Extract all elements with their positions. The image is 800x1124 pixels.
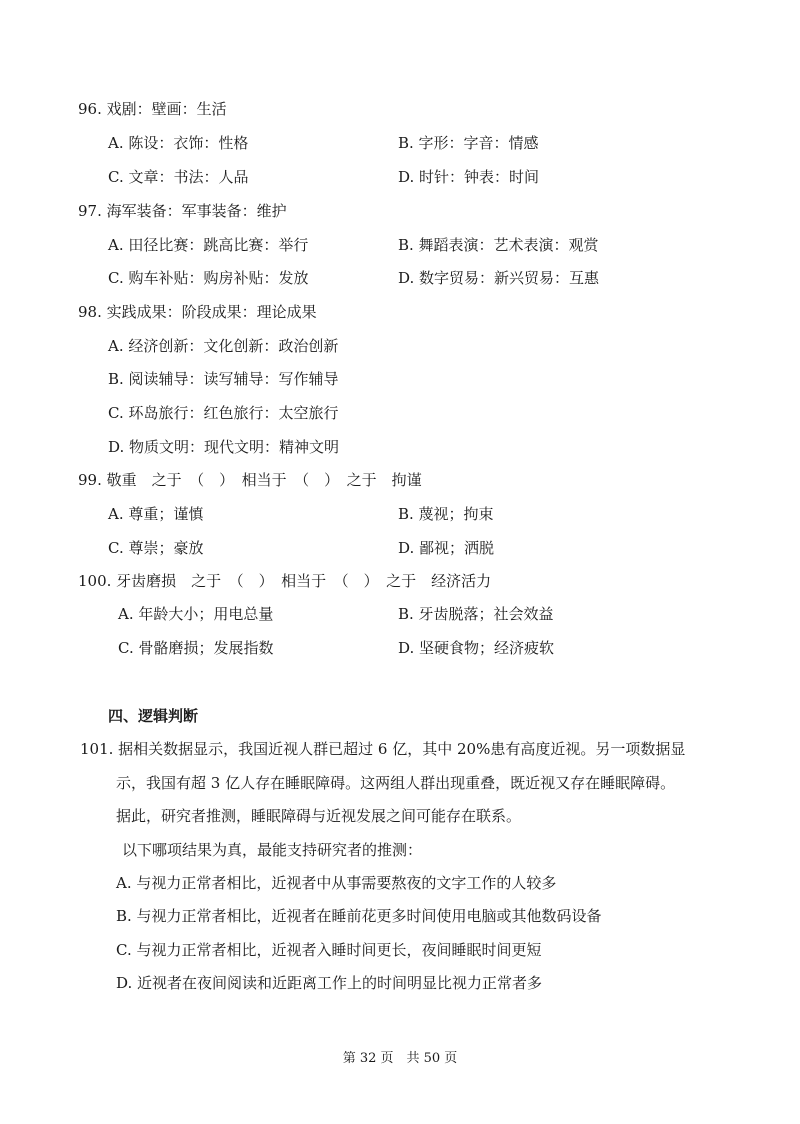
question-97-option-d: D. 数字贸易：新兴贸易：互惠 (398, 269, 600, 287)
question-98-option-d: D. 物质文明：现代文明：精神文明 (108, 438, 340, 456)
question-99-option-b: B. 蔑视；拘束 (398, 505, 494, 523)
question-100-option-b: B. 牙齿脱落；社会效益 (398, 605, 554, 623)
question-99-option-c: C. 尊崇；豪放 (108, 539, 204, 557)
question-101-option-b: B. 与视力正常者相比，近视者在睡前花更多时间使用电脑或其他数码设备 (116, 907, 602, 925)
question-101-prompt: 以下哪项结果为真，最能支持研究者的推测： (122, 841, 423, 859)
question-99-option-a: A. 尊重；谨慎 (108, 505, 204, 523)
page-number-footer: 第 32 页 共 50 页 (342, 1051, 458, 1066)
question-101-option-d: D. 近视者在夜间阅读和近距离工作上的时间明显比视力正常者多 (116, 974, 543, 992)
question-98-stem: 98. 实践成果：阶段成果：理论成果 (78, 303, 317, 321)
question-99-stem: 99. 敬重 之于 （ ） 相当于 （ ） 之于 拘谨 (78, 471, 422, 489)
section-heading: 四、逻辑判断 (108, 707, 199, 725)
question-96-option-c: C. 文章：书法：人品 (108, 168, 249, 186)
question-96-option-d: D. 时针：钟表：时间 (398, 168, 540, 186)
question-98-option-a: A. 经济创新：文化创新：政治创新 (108, 337, 339, 355)
question-100-option-c: C. 骨骼磨损；发展指数 (118, 639, 274, 657)
question-100-option-d: D. 坚硬食物；经济疲软 (398, 639, 555, 657)
question-96-option-b: B. 字形：字音：情感 (398, 134, 539, 152)
question-101-option-c: C. 与视力正常者相比，近视者入睡时间更长，夜间睡眠时间更短 (116, 941, 542, 959)
question-98-option-c: C. 环岛旅行：红色旅行：太空旅行 (108, 404, 339, 422)
question-100-stem: 100. 牙齿磨损 之于 （ ） 相当于 （ ） 之于 经济活力 (78, 572, 492, 590)
question-101-line-2: 示，我国有超 3 亿人存在睡眠障碍。这两组人群出现重叠，既近视又存在睡眠障碍。 (116, 774, 676, 792)
question-97-option-a: A. 田径比赛：跳高比赛：举行 (108, 236, 309, 254)
question-100-option-a: A. 年龄大小；用电总量 (118, 605, 274, 623)
question-99-option-d: D. 鄙视；洒脱 (398, 539, 495, 557)
question-97-stem: 97. 海军装备：军事装备：维护 (78, 202, 287, 220)
question-101-line-3: 据此，研究者推测，睡眠障碍与近视发展之间可能存在联系。 (116, 807, 522, 825)
question-97-option-b: B. 舞蹈表演：艺术表演：观赏 (398, 236, 599, 254)
question-96-option-a: A. 陈设：衣饰：性格 (108, 134, 249, 152)
question-97-option-c: C. 购车补贴：购房补贴：发放 (108, 269, 309, 287)
question-101-line-1: 101. 据相关数据显示，我国近视人群已超过 6 亿，其中 20%患有高度近视。另一项数据显 (80, 740, 686, 758)
question-96-stem: 96. 戏剧：壁画：生活 (78, 100, 227, 118)
question-98-option-b: B. 阅读辅导：读写辅导：写作辅导 (108, 370, 339, 388)
question-101-option-a: A. 与视力正常者相比，近视者中从事需要熬夜的文字工作的人较多 (116, 874, 557, 892)
